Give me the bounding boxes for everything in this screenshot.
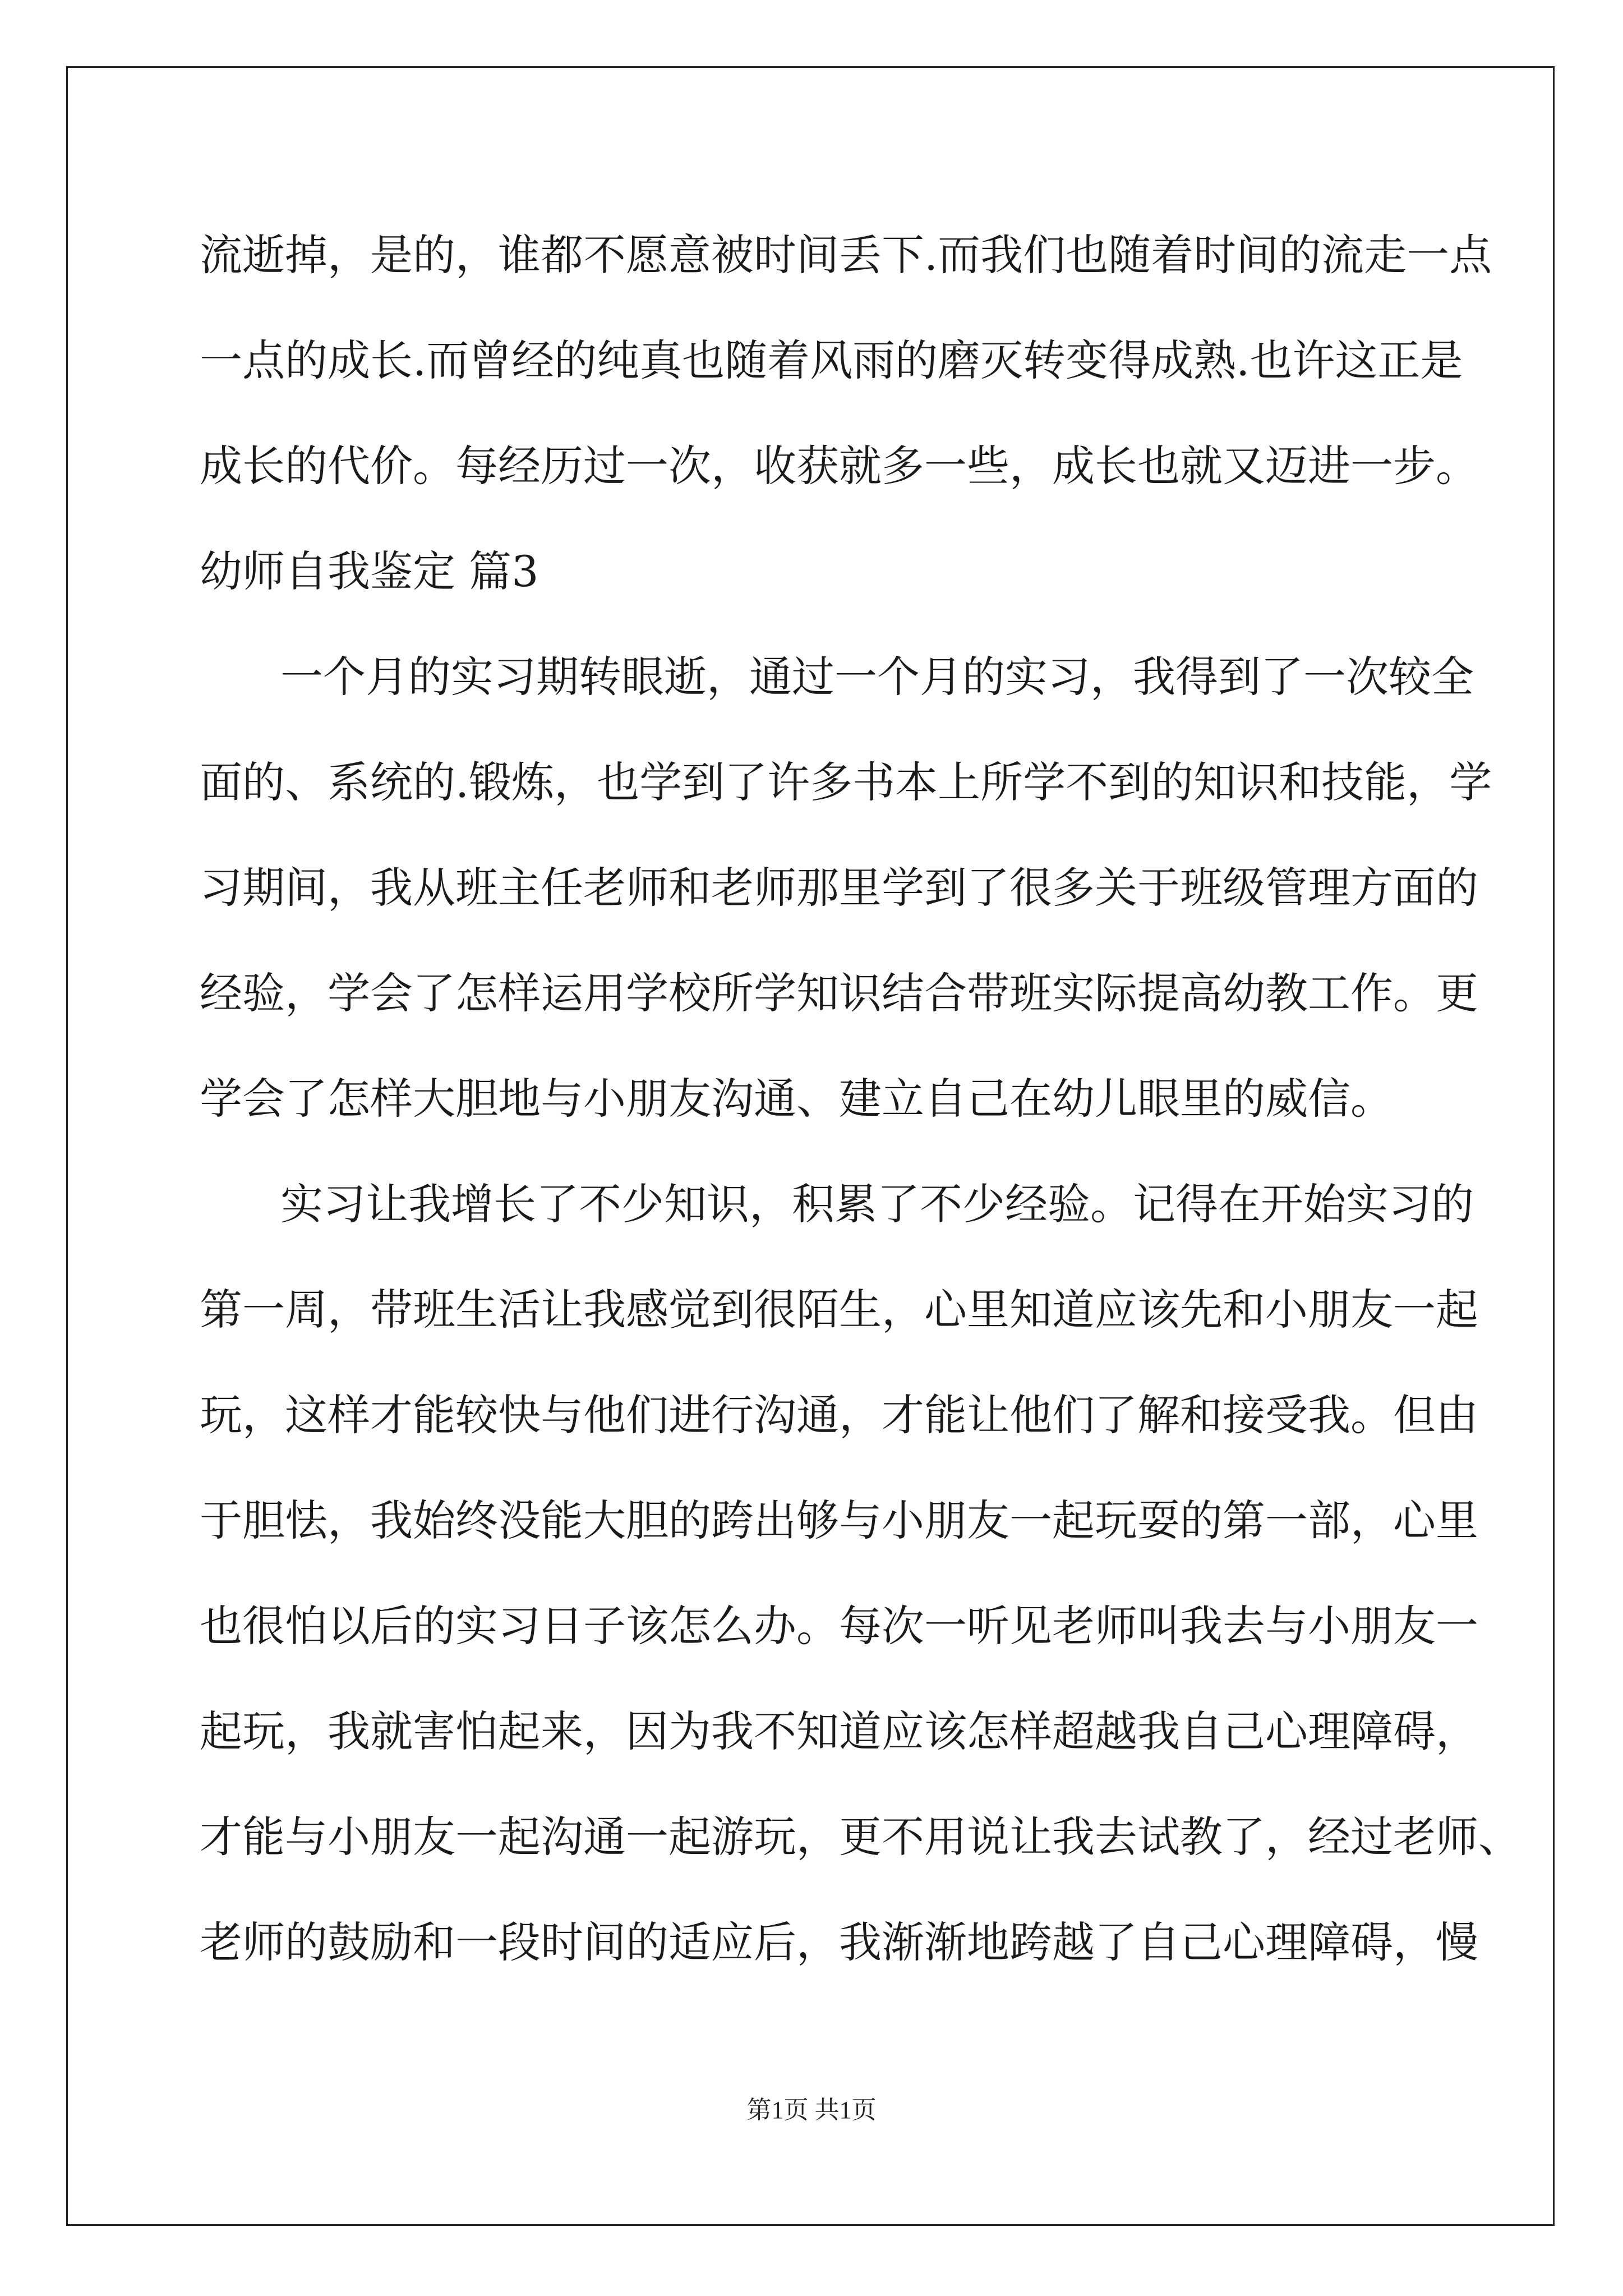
text-line: 一个月的实习期转眼逝，通过一个月的实习，我得到了一次较全 (280, 652, 1474, 702)
text-line: 第一周，带班生活让我感觉到很陌生，心里知道应该先和小朋友一起 (200, 1285, 1478, 1335)
text-line: 才能与小朋友一起沟通一起游玩，更不用说让我去试教了，经过老师、 (200, 1812, 1521, 1862)
page-footer: 第1页 共1页 (746, 2096, 877, 2124)
text-line: 学会了怎样大胆地与小朋友沟通、建立自己在幼儿眼里的威信。 (200, 1074, 1393, 1124)
text-line: 于胆怯，我始终没能大胆的跨出够与小朋友一起玩耍的第一部，心里 (200, 1496, 1478, 1545)
text-line: 经验，学会了怎样运用学校所学知识结合带班实际提高幼教工作。更 (200, 968, 1478, 1018)
text-line: 玩，这样才能较快与他们进行沟通，才能让他们了解和接受我。但由 (200, 1390, 1478, 1440)
text-line: 成长的代价。每经历过一次，收获就多一些，成长也就又迈进一步。 (200, 441, 1478, 491)
text-line: 面的、系统的.锻炼，也学到了许多书本上所学不到的知识和技能，学 (200, 757, 1492, 807)
section-heading: 幼师自我鉴定 篇3 (200, 546, 539, 596)
text-line: 老师的鼓励和一段时间的适应后，我渐渐地跨越了自己心理障碍，慢 (200, 1917, 1478, 1967)
text-line: 起玩，我就害怕起来，因为我不知道应该怎样超越我自己心理障碍， (200, 1706, 1478, 1756)
text-line: 也很怕以后的实习日子该怎么办。每次一听见老师叫我去与小朋友一 (200, 1601, 1478, 1651)
text-line: 习期间，我从班主任老师和老师那里学到了很多关于班级管理方面的 (200, 863, 1478, 913)
text-line: 流逝掉，是的，谁都不愿意被时间丢下.而我们也随着时间的流走一点 (200, 230, 1492, 280)
text-line: 一点的成长.而曾经的纯真也随着风雨的磨灭转变得成熟.也许这正是 (200, 335, 1463, 385)
text-line: 实习让我增长了不少知识，积累了不少经验。记得在开始实习的 (280, 1179, 1474, 1229)
